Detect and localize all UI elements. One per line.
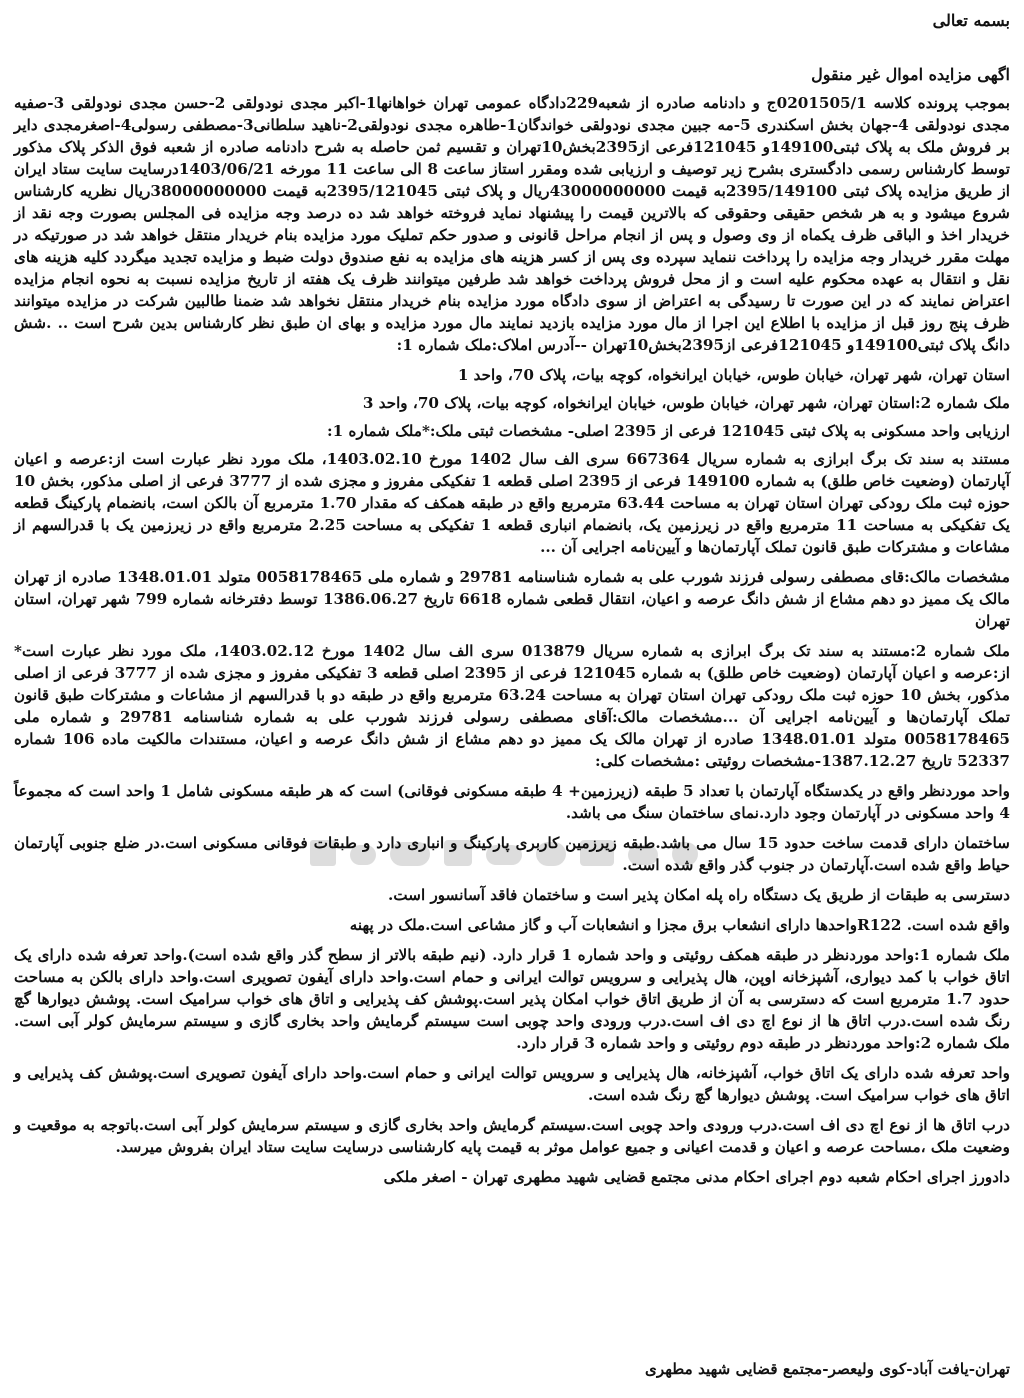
- notice-title: اگهی مزایده اموال غیر منقول: [811, 65, 1010, 84]
- paragraph-utilities: واقع شده است. R122واحدها دارای انشعاب برق مجزا و انشعابات آب و گاز مشاعی است.ملک در پهنه: [349, 916, 1010, 934]
- paragraph-closing: درب اتاق ها از نوع اچ دی اف است.درب ورودی واحد چوبی است.سیستم گرمایش واحد بخاری گازی و سیستم سرمایش کولر آبی است.باتوجه به موقعیت و وضعیت ملک ،مساحت عرصه و اعیان و قدمت اعیانی و جمیع عوامل موثر به قیمت پایه کارشناسی درسایت سایت ستاد ایران بفروش میرسد.: [14, 1116, 1010, 1156]
- paragraph-unit-2: واحد تعرفه شده دارای یک اتاق خواب، آشپزخانه، هال پذیرایی و سرویس توالت ایرانی و حمام است.واحد دارای آیفون تصویری است.پوشش کف پذیرایی و اتاق های خواب سرامیک است. پوشش دیوارها گچ رنگ شده است.: [14, 1064, 1010, 1104]
- paragraph-age: ساختمان دارای قدمت ساخت حدود 15 سال می باشد.طبقه زیرزمین کاربری پارکینگ و انباری دارد و طبقات فوقانی مسکونی است.در ضلع جنوبی آپارتمان حیاط واقع شده است.آپارتمان در جنوب گذر واقع شده است.: [14, 834, 1011, 874]
- paragraph-property-2: ملک شماره 2:مستند به سند تک برگ ابرازی به شماره سریال 013879 سری الف سال 1402 مورخ 1403.02.12، ملک مورد نظر عبارت است* از:عرصه و اعیان آپارتمان (وضعیت خاص طلق) به شماره 121045 فرعی از 2395 اصلی قطعه 3 تفکیکی مفروز و مجزی شده از 3777 فرعی از اصلی مذکور، بخش 10 حوزه ثبت ملک رودکی تهران استان تهران به مساحت 63.24 مترمربع واقع در طبقه دو با قدرالسهم از مشاعات و مشترکات طبق قانون تملک آپارتمان‌ها و آیین‌نامه اجرایی آن ...مشخصات مالک:آقای مصطفی رسولی فرزند شورب علی به شماره شناسنامه 29781 و شماره ملی 0058178465 متولد 1348.01.01 صادره از تهران مالک یک ممیز دو دهم مشاع از شش دانگ عرصه و اعیان، مستندات مالکیت ماده 106 شماره 52337 تاریخ 1387.12.27-مشخصات روئیتی :مشخصات کلی:: [14, 642, 1010, 770]
- paragraph-access: دسترسی به طبقات از طریق یک دستگاه راه پله امکان پذیر است و ساختمان فاقد آسانسور است.: [388, 886, 1010, 904]
- paragraph-valuation-heading: ارزیابی واحد مسکونی به پلاک ثبتی 121045 فرعی از 2395 اصلی- مشخصات ثبتی ملک:*ملک شماره 1:: [327, 422, 1010, 440]
- paragraph-signature: دادورز اجرای احکام شعبه دوم اجرای احکام مدنی مجتمع قضایی شهید مطهری تهران - اصغر ملکی: [383, 1168, 1010, 1186]
- greeting: بسمه تعالی: [932, 11, 1010, 30]
- paragraph-unit-1: ملک شماره 1:واحد موردنظر در طبقه همکف روئیتی و واحد شماره 1 قرار دارد. (نیم طبقه بالاتر از سطح گذر واقع شده است).واحد تعرفه شده دارای یک اتاق خواب با کمد دیواری، آشپزخانه اوپن، هال پذیرایی و سرویس توالت ایرانی و حمام است.واحد دارای آیفون تصویری است.واحد دارای بالکن به مساحت حدود 1.7 مترمربع است که دسترسی به آن از طریق اتاق خواب امکان پذیر است.پوشش کف پذیرایی و اتاق های خواب سرامیک است. پوشش دیوارها گچ رنگ شده است.درب اتاق ها از نوع اچ دی اف است.درب ورودی واحد چوبی است سیستم گرمایش واحد بخاری گازی و سیستم سرمایش کولر آبی است. ملک شماره 2:واحد موردنظر در طبقه دوم روئیتی و واحد شماره 3 قرار دارد.: [14, 946, 1011, 1052]
- paragraph-address-2: ملک شماره 2:استان تهران، شهر تهران، خیابان طوس، خیابان ایرانخواه، کوچه بیات، پلاک 70، واحد 3: [362, 394, 1010, 412]
- paragraph-owner-1: مشخصات مالک:قای مصطفی رسولی فرزند شورب علی به شماره شناسنامه 29781 و شماره ملی 0058178465 متولد 1348.01.01 صادره از تهران مالک یک ممیز دو دهم مشاع از شش دانگ عرصه و اعیان، انتقال قطعی شماره 6618 تاریخ 1386.06.27 توسط دفترخانه شماره 799 شهر تهران، استان تهران: [14, 568, 1010, 630]
- footer-address: تهران-یافت آباد-کوی ولیعصر-مجتمع قضایی شهید مطهری: [644, 1360, 1010, 1378]
- paragraph-intro: بموجب پرونده کلاسه 0201505/1ج و دادنامه صادره از شعبه229دادگاه عمومی تهران خواهانها1-اکبر مجدی نودولقی 2-حسن مجدی نودولقی 3-صفیه مجدی نودولقی 4-جهان بخش اسکندری 5-مه جبین مجدی نودولقی خواندگان1-طاهره مجدی نودولقی2-ناهید سلطانی3-مصطفی رسولی4-اصغرمجدی دایر بر فروش ملک به پلاک ثبتی149100و 121045فرعی از2395بخش10تهران و تقسیم ثمن حاصله به شرح دادنامه صادره از شعبه فوق الذکر پلاک مذکور توسط کارشناس رسمی دادگستری بشرح زیر توصیف و ارزیابی شده ومقرر استاز ساعت 8 الی ساعت 11 مورخه 1403/06/21درسایت سایت ستاد ایران از طریق مزایده پلاک ثبتی 2395/149100به قیمت 43000000000ریال و پلاک ثبتی 2395/121045به قیمت 38000000000ریال نظریه کارشناس شروع میشود و به هر شخص حقیقی وحقوقی که بالاترین قیمت را پیشنهاد نماید فروخته خواهد شد ده درصد وجه مزایده فی المجلس بصورت وجه نقد از خریدار اخذ و الباقی ظرف یکماه از وی وصول و پس از انجام مراحل قانونی و صدور حکم تملیک مورد مزایده بنام خریدار منتقل خواهد شد در صورتیکه در مهلت مقرر خریدار وجه مزایده را پرداخت ننماید سپرده وی پس از کسر هزینه های مزایده به نفع صندوق دولت ضبط و مزایده تجدید میگردد کلیه هزینه های نقل و انتقال به عهده محکوم علیه است و از محل فروش پرداخت خواهد شد طرفین میتوانند ظرف یک هفته از تاریخ مزایده نسبت به نحوه انجام مزایده اعتراض نمایند که در این صورت تا رسیدگی به اعتراض از سوی دادگاه مورد مزایده بنام خریدار منتقل نخواهد شد ضمنا طالبین شرکت در مزایده میتوانند ظرف پنج روز قبل از مزایده با اطلاع این اجرا از مال مورد مزایده بازدید نمایند مال مورد مزایده و بهای ان طبق نظر کارشناس بدین شرح است .. .شش دانگ پلاک ثبتی149100و 121045فرعی از2395بخش10تهران --آدرس املاک:ملک شماره 1:: [14, 94, 1011, 354]
- paragraph-property-1: مستند به سند تک برگ ابرازی به شماره سریال 667364 سری الف سال 1402 مورخ 1403.02.10، ملک مورد نظر عبارت است از:عرصه و اعیان آپارتمان (وضعیت خاص طلق) به شماره 149100 فرعی از 2395 اصلی قطعه 1 تفکیکی مفروز و مجزی شده از 3777 فرعی از اصلی مذکور، بخش 10 حوزه ثبت ملک رودکی تهران استان تهران به مساحت 63.44 مترمربع واقع در طبقه همکف که مقدار 1.70 مترمربع آن بالکن است، بانضمام پارکینگ قطعه یک تفکیکی به مساحت 11 مترمربع واقع در زیرزمین یک، بانضمام انباری قطعه 1 تفکیکی به مساحت 2.25 مترمربع واقع در زیرزمین یک با قدرالسهم از مشاعات و مشترکات طبق قانون تملک آپارتمان‌ها و آیین‌نامه اجرایی آن ...: [14, 450, 1010, 556]
- paragraph-address-1: استان تهران، شهر تهران، خیابان طوس، خیابان ایرانخواه، کوچه بیات، پلاک 70، واحد 1: [457, 366, 1010, 384]
- paragraph-building: واحد موردنظر واقع در یکدستگاه آپارتمان با تعداد 5 طبقه (زیرزمین+ 4 طبقه مسکونی فوقانی) است که هر طبقه مسکونی شامل 1 واحد است که مجموعاً 4 واحد مسکونی در آپارتمان وجود دارد.نمای ساختمان سنگ می باشد.: [14, 782, 1010, 822]
